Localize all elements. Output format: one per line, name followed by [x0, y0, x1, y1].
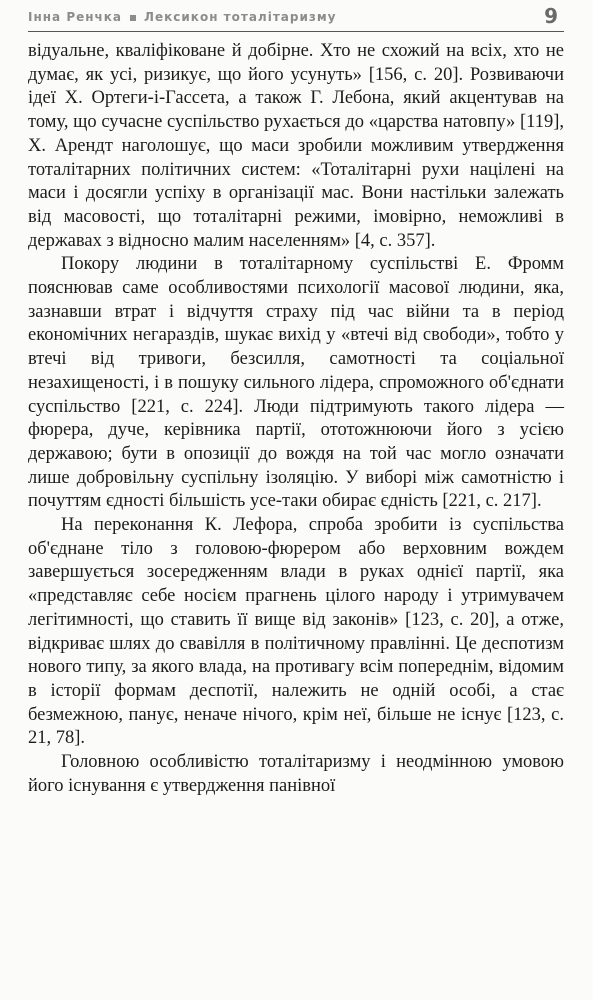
separator-square-icon — [130, 15, 136, 21]
paragraph: Головною особливістю тоталітаризму і неодмінною умовою його існування є утвердження панівної — [28, 752, 564, 796]
paragraph: На переконання К. Лефора, спроба зробити із суспільства об'єднане тіло з головою-фюрером або верховним вождем завершується зосередженням влади в руках однієї партії, яка «представляє себе носієм прагнень цілого народу і утримувачем легітимності, що ставить її вище від законів» [123, с. 20], а отже, відкриває шлях до свавілля в політичному правлінні. Це деспотизм нового типу, за якого влада, на противагу всім попереднім, відомим в історії формам деспотії, належить не одній особі, а стає безмежною, панує, неначе нічого, крім неї, більше не існує [123, с. 21, 78]. — [28, 515, 564, 749]
page-number: 9 — [544, 4, 558, 28]
body-text — [28, 40, 564, 799]
running-head — [28, 10, 336, 24]
author-name: Інна Ренчка — [28, 10, 123, 24]
paragraph: Покору людини в тоталітарному суспільстві Е. Фромм пояснював саме особливостями психології масової людини, яка, зазнавши втрат і відчуття страху під час війни та в період економічних негараздів, шукає вихід у «втечі від свободи», тобто у втечі від тривоги, безсилля, самотності та соціальної незахищеності, і в пошуку сильного лідера, спроможного об'єднати суспільство [221, с. 224]. Люди підтримують такого лідера — фюрера, дуче, керівника партії, ототожнюючи його з усією державою; бути в опозиції до вождя на той час могло означати лише добровільну суспільну ізоляцію. У виборі між самотністю і почуттям єдності більшість усе-таки обирає єдність [221, с. 217]. — [28, 254, 564, 512]
book-title: Лексикон тоталітаризму — [144, 10, 337, 24]
paragraph: відуальне, кваліфіковане й добірне. Хто не схожий на всіх, хто не думає, як усі, ризикує, що його усунуть» [156, с. 20]. Розвиваючи ідеї Х. Ортеги-і-Гассета, а також Г. Лебона, який акцентував на тому, що сучасне суспільство рухається до «царства натовпу» [119], Х. Арендт наголошує, що маси зробили можливим утвердження тоталітарних політичних систем: «Тоталітарні рухи націлені на маси і досягли успіху в організації мас. Вони настільки залежать від масовості, що тоталітарні режими, імовірно, неможливі в державах з відносно малим населенням» [4, с. 357]. — [28, 41, 564, 251]
header-rule — [28, 31, 564, 32]
page-header — [28, 6, 558, 28]
